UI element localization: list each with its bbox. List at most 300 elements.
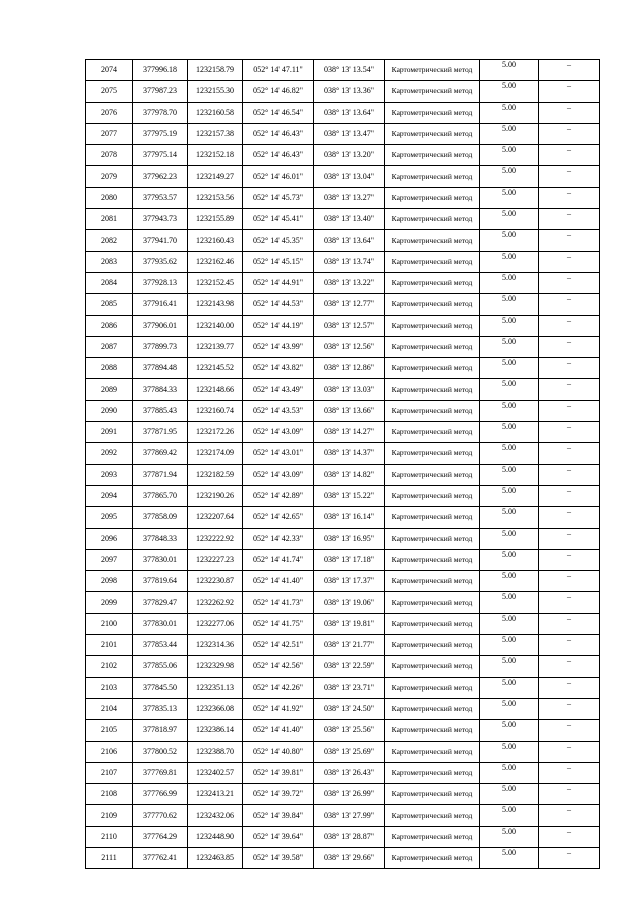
- point-number-cell: 2090: [86, 400, 133, 421]
- accuracy-cell: 5.00: [480, 315, 539, 336]
- accuracy-cell: 5.00: [480, 230, 539, 251]
- table-row: [86, 358, 600, 379]
- table-row: [86, 315, 600, 336]
- method-cell: Картометрический метод: [385, 805, 480, 826]
- point-number-cell: 2093: [86, 464, 133, 485]
- longitude-cell: 038° 13' 16.95": [314, 528, 385, 549]
- longitude-cell: 038° 13' 14.37": [314, 443, 385, 464]
- latitude-cell: 052° 14' 43.53": [243, 400, 314, 421]
- method-cell: Картометрический метод: [385, 847, 480, 868]
- longitude-cell: 038° 13' 26.43": [314, 762, 385, 783]
- point-number-cell: 2084: [86, 272, 133, 293]
- accuracy-cell: 5.00: [480, 592, 539, 613]
- note-cell: –: [539, 464, 600, 485]
- method-cell: Картометрический метод: [385, 422, 480, 443]
- accuracy-cell: 5.00: [480, 847, 539, 868]
- longitude-cell: 038° 13' 12.77": [314, 294, 385, 315]
- y-coordinate-cell: 1232143.98: [188, 294, 243, 315]
- x-coordinate-cell: 377884.33: [133, 379, 188, 400]
- latitude-cell: 052° 14' 45.41": [243, 209, 314, 230]
- latitude-cell: 052° 14' 43.09": [243, 464, 314, 485]
- method-cell: Картометрический метод: [385, 507, 480, 528]
- accuracy-cell: 5.00: [480, 549, 539, 570]
- latitude-cell: 052° 14' 39.84": [243, 805, 314, 826]
- method-cell: Картометрический метод: [385, 698, 480, 719]
- accuracy-cell: 5.00: [480, 805, 539, 826]
- method-cell: Картометрический метод: [385, 826, 480, 847]
- table-row: [86, 677, 600, 698]
- note-cell: –: [539, 741, 600, 762]
- x-coordinate-cell: 377916.41: [133, 294, 188, 315]
- x-coordinate-cell: 377835.13: [133, 698, 188, 719]
- accuracy-cell: 5.00: [480, 741, 539, 762]
- y-coordinate-cell: 1232448.90: [188, 826, 243, 847]
- method-cell: Картометрический метод: [385, 592, 480, 613]
- longitude-cell: 038° 13' 23.71": [314, 677, 385, 698]
- point-number-cell: 2110: [86, 826, 133, 847]
- longitude-cell: 038° 13' 13.04": [314, 166, 385, 187]
- note-cell: –: [539, 443, 600, 464]
- x-coordinate-cell: 377935.62: [133, 251, 188, 272]
- y-coordinate-cell: 1232230.87: [188, 571, 243, 592]
- latitude-cell: 052° 14' 42.56": [243, 656, 314, 677]
- note-cell: –: [539, 187, 600, 208]
- table-row: [86, 720, 600, 741]
- method-cell: Картометрический метод: [385, 784, 480, 805]
- y-coordinate-cell: 1232140.00: [188, 315, 243, 336]
- latitude-cell: 052° 14' 43.49": [243, 379, 314, 400]
- x-coordinate-cell: 377943.73: [133, 209, 188, 230]
- accuracy-cell: 5.00: [480, 209, 539, 230]
- longitude-cell: 038° 13' 28.87": [314, 826, 385, 847]
- y-coordinate-cell: 1232148.66: [188, 379, 243, 400]
- latitude-cell: 052° 14' 46.43": [243, 123, 314, 144]
- method-cell: Картометрический метод: [385, 528, 480, 549]
- point-number-cell: 2081: [86, 209, 133, 230]
- latitude-cell: 052° 14' 46.43": [243, 145, 314, 166]
- method-cell: Картометрический метод: [385, 464, 480, 485]
- latitude-cell: 052° 14' 42.33": [243, 528, 314, 549]
- y-coordinate-cell: 1232160.74: [188, 400, 243, 421]
- table-row: [86, 847, 600, 868]
- point-number-cell: 2092: [86, 443, 133, 464]
- method-cell: Картометрический метод: [385, 485, 480, 506]
- table-row: [86, 294, 600, 315]
- note-cell: –: [539, 294, 600, 315]
- table-row: [86, 507, 600, 528]
- method-cell: Картометрический метод: [385, 251, 480, 272]
- x-coordinate-cell: 377800.52: [133, 741, 188, 762]
- longitude-cell: 038° 13' 25.69": [314, 741, 385, 762]
- point-number-cell: 2086: [86, 315, 133, 336]
- point-number-cell: 2103: [86, 677, 133, 698]
- y-coordinate-cell: 1232277.06: [188, 613, 243, 634]
- longitude-cell: 038° 13' 13.64": [314, 230, 385, 251]
- y-coordinate-cell: 1232314.36: [188, 635, 243, 656]
- longitude-cell: 038° 13' 13.22": [314, 272, 385, 293]
- note-cell: –: [539, 677, 600, 698]
- method-cell: Картометрический метод: [385, 720, 480, 741]
- point-number-cell: 2096: [86, 528, 133, 549]
- method-cell: Картометрический метод: [385, 613, 480, 634]
- note-cell: –: [539, 784, 600, 805]
- table-row: [86, 549, 600, 570]
- accuracy-cell: 5.00: [480, 720, 539, 741]
- method-cell: Картометрический метод: [385, 741, 480, 762]
- table-row: [86, 443, 600, 464]
- table-row: [86, 400, 600, 421]
- table-row: [86, 656, 600, 677]
- table-row: [86, 826, 600, 847]
- table-row: [86, 187, 600, 208]
- longitude-cell: 038° 13' 13.03": [314, 379, 385, 400]
- y-coordinate-cell: 1232432.06: [188, 805, 243, 826]
- note-cell: –: [539, 400, 600, 421]
- latitude-cell: 052° 14' 42.65": [243, 507, 314, 528]
- accuracy-cell: 5.00: [480, 656, 539, 677]
- accuracy-cell: 5.00: [480, 251, 539, 272]
- x-coordinate-cell: 377770.62: [133, 805, 188, 826]
- x-coordinate-cell: 377865.70: [133, 485, 188, 506]
- point-number-cell: 2095: [86, 507, 133, 528]
- y-coordinate-cell: 1232145.52: [188, 358, 243, 379]
- accuracy-cell: 5.00: [480, 443, 539, 464]
- method-cell: Картометрический метод: [385, 294, 480, 315]
- longitude-cell: 038° 13' 15.22": [314, 485, 385, 506]
- note-cell: –: [539, 485, 600, 506]
- y-coordinate-cell: 1232222.92: [188, 528, 243, 549]
- note-cell: –: [539, 507, 600, 528]
- longitude-cell: 038° 13' 13.36": [314, 81, 385, 102]
- method-cell: Картометрический метод: [385, 400, 480, 421]
- y-coordinate-cell: 1232162.46: [188, 251, 243, 272]
- latitude-cell: 052° 14' 44.53": [243, 294, 314, 315]
- y-coordinate-cell: 1232153.56: [188, 187, 243, 208]
- accuracy-cell: 5.00: [480, 379, 539, 400]
- table-row: [86, 698, 600, 719]
- accuracy-cell: 5.00: [480, 166, 539, 187]
- accuracy-cell: 5.00: [480, 485, 539, 506]
- longitude-cell: 038° 13' 12.86": [314, 358, 385, 379]
- longitude-cell: 038° 13' 17.18": [314, 549, 385, 570]
- point-number-cell: 2099: [86, 592, 133, 613]
- coordinates-table-body: [86, 60, 600, 869]
- table-row: [86, 209, 600, 230]
- accuracy-cell: 5.00: [480, 336, 539, 357]
- latitude-cell: 052° 14' 43.09": [243, 422, 314, 443]
- note-cell: –: [539, 720, 600, 741]
- point-number-cell: 2080: [86, 187, 133, 208]
- table-row: [86, 613, 600, 634]
- accuracy-cell: 5.00: [480, 677, 539, 698]
- accuracy-cell: 5.00: [480, 528, 539, 549]
- point-number-cell: 2109: [86, 805, 133, 826]
- latitude-cell: 052° 14' 42.89": [243, 485, 314, 506]
- longitude-cell: 038° 13' 24.50": [314, 698, 385, 719]
- note-cell: –: [539, 358, 600, 379]
- accuracy-cell: 5.00: [480, 358, 539, 379]
- x-coordinate-cell: 377764.29: [133, 826, 188, 847]
- note-cell: –: [539, 336, 600, 357]
- x-coordinate-cell: 377848.33: [133, 528, 188, 549]
- latitude-cell: 052° 14' 39.81": [243, 762, 314, 783]
- accuracy-cell: 5.00: [480, 507, 539, 528]
- longitude-cell: 038° 13' 13.27": [314, 187, 385, 208]
- latitude-cell: 052° 14' 47.11": [243, 60, 314, 81]
- y-coordinate-cell: 1232386.14: [188, 720, 243, 741]
- method-cell: Картометрический метод: [385, 656, 480, 677]
- point-number-cell: 2089: [86, 379, 133, 400]
- x-coordinate-cell: 377953.57: [133, 187, 188, 208]
- y-coordinate-cell: 1232174.09: [188, 443, 243, 464]
- latitude-cell: 052° 14' 40.80": [243, 741, 314, 762]
- method-cell: Картометрический метод: [385, 635, 480, 656]
- point-number-cell: 2106: [86, 741, 133, 762]
- note-cell: –: [539, 166, 600, 187]
- y-coordinate-cell: 1232160.58: [188, 102, 243, 123]
- x-coordinate-cell: 377975.14: [133, 145, 188, 166]
- latitude-cell: 052° 14' 42.51": [243, 635, 314, 656]
- x-coordinate-cell: 377818.97: [133, 720, 188, 741]
- longitude-cell: 038° 13' 22.59": [314, 656, 385, 677]
- x-coordinate-cell: 377996.18: [133, 60, 188, 81]
- table-row: [86, 251, 600, 272]
- x-coordinate-cell: 377906.01: [133, 315, 188, 336]
- x-coordinate-cell: 377975.19: [133, 123, 188, 144]
- accuracy-cell: 5.00: [480, 635, 539, 656]
- note-cell: –: [539, 847, 600, 868]
- point-number-cell: 2100: [86, 613, 133, 634]
- latitude-cell: 052° 14' 44.91": [243, 272, 314, 293]
- x-coordinate-cell: 377871.95: [133, 422, 188, 443]
- x-coordinate-cell: 377830.01: [133, 549, 188, 570]
- table-row: [86, 422, 600, 443]
- method-cell: Картометрический метод: [385, 358, 480, 379]
- y-coordinate-cell: 1232157.38: [188, 123, 243, 144]
- x-coordinate-cell: 377766.99: [133, 784, 188, 805]
- table-row: [86, 123, 600, 144]
- latitude-cell: 052° 14' 46.82": [243, 81, 314, 102]
- y-coordinate-cell: 1232351.13: [188, 677, 243, 698]
- note-cell: –: [539, 81, 600, 102]
- x-coordinate-cell: 377819.64: [133, 571, 188, 592]
- x-coordinate-cell: 377987.23: [133, 81, 188, 102]
- x-coordinate-cell: 377928.13: [133, 272, 188, 293]
- latitude-cell: 052° 14' 41.74": [243, 549, 314, 570]
- x-coordinate-cell: 377853.44: [133, 635, 188, 656]
- longitude-cell: 038° 13' 14.82": [314, 464, 385, 485]
- method-cell: Картометрический метод: [385, 677, 480, 698]
- note-cell: –: [539, 272, 600, 293]
- note-cell: –: [539, 315, 600, 336]
- method-cell: Картометрический метод: [385, 762, 480, 783]
- x-coordinate-cell: 377845.50: [133, 677, 188, 698]
- x-coordinate-cell: 377762.41: [133, 847, 188, 868]
- table-row: [86, 166, 600, 187]
- longitude-cell: 038° 13' 13.66": [314, 400, 385, 421]
- longitude-cell: 038° 13' 13.47": [314, 123, 385, 144]
- y-coordinate-cell: 1232463.85: [188, 847, 243, 868]
- y-coordinate-cell: 1232155.30: [188, 81, 243, 102]
- method-cell: Картометрический метод: [385, 272, 480, 293]
- table-row: [86, 805, 600, 826]
- latitude-cell: 052° 14' 46.01": [243, 166, 314, 187]
- x-coordinate-cell: 377978.70: [133, 102, 188, 123]
- latitude-cell: 052° 14' 41.73": [243, 592, 314, 613]
- table-row: [86, 464, 600, 485]
- note-cell: –: [539, 571, 600, 592]
- table-row: [86, 102, 600, 123]
- y-coordinate-cell: 1232329.98: [188, 656, 243, 677]
- y-coordinate-cell: 1232190.26: [188, 485, 243, 506]
- y-coordinate-cell: 1232227.23: [188, 549, 243, 570]
- note-cell: –: [539, 60, 600, 81]
- note-cell: –: [539, 422, 600, 443]
- longitude-cell: 038° 13' 17.37": [314, 571, 385, 592]
- table-row: [86, 784, 600, 805]
- latitude-cell: 052° 14' 41.92": [243, 698, 314, 719]
- x-coordinate-cell: 377871.94: [133, 464, 188, 485]
- x-coordinate-cell: 377829.47: [133, 592, 188, 613]
- point-number-cell: 2087: [86, 336, 133, 357]
- method-cell: Картометрический метод: [385, 379, 480, 400]
- latitude-cell: 052° 14' 45.73": [243, 187, 314, 208]
- accuracy-cell: 5.00: [480, 464, 539, 485]
- point-number-cell: 2083: [86, 251, 133, 272]
- accuracy-cell: 5.00: [480, 81, 539, 102]
- method-cell: Картометрический метод: [385, 571, 480, 592]
- point-number-cell: 2082: [86, 230, 133, 251]
- latitude-cell: 052° 14' 46.54": [243, 102, 314, 123]
- method-cell: Картометрический метод: [385, 187, 480, 208]
- table-row: [86, 592, 600, 613]
- point-number-cell: 2107: [86, 762, 133, 783]
- longitude-cell: 038° 13' 25.56": [314, 720, 385, 741]
- longitude-cell: 038° 13' 19.06": [314, 592, 385, 613]
- y-coordinate-cell: 1232152.45: [188, 272, 243, 293]
- y-coordinate-cell: 1232152.18: [188, 145, 243, 166]
- note-cell: –: [539, 826, 600, 847]
- latitude-cell: 052° 14' 42.26": [243, 677, 314, 698]
- latitude-cell: 052° 14' 41.40": [243, 720, 314, 741]
- y-coordinate-cell: 1232207.64: [188, 507, 243, 528]
- note-cell: –: [539, 145, 600, 166]
- point-number-cell: 2076: [86, 102, 133, 123]
- y-coordinate-cell: 1232388.70: [188, 741, 243, 762]
- point-number-cell: 2088: [86, 358, 133, 379]
- latitude-cell: 052° 14' 43.01": [243, 443, 314, 464]
- note-cell: –: [539, 805, 600, 826]
- x-coordinate-cell: 377885.43: [133, 400, 188, 421]
- longitude-cell: 038° 13' 19.81": [314, 613, 385, 634]
- accuracy-cell: 5.00: [480, 571, 539, 592]
- accuracy-cell: 5.00: [480, 762, 539, 783]
- point-number-cell: 2104: [86, 698, 133, 719]
- longitude-cell: 038° 13' 13.54": [314, 60, 385, 81]
- note-cell: –: [539, 102, 600, 123]
- method-cell: Картометрический метод: [385, 81, 480, 102]
- y-coordinate-cell: 1232149.27: [188, 166, 243, 187]
- y-coordinate-cell: 1232155.89: [188, 209, 243, 230]
- y-coordinate-cell: 1232158.79: [188, 60, 243, 81]
- y-coordinate-cell: 1232182.59: [188, 464, 243, 485]
- table-row: [86, 762, 600, 783]
- x-coordinate-cell: 377941.70: [133, 230, 188, 251]
- y-coordinate-cell: 1232402.57: [188, 762, 243, 783]
- table-row: [86, 230, 600, 251]
- x-coordinate-cell: 377830.01: [133, 613, 188, 634]
- y-coordinate-cell: 1232366.08: [188, 698, 243, 719]
- method-cell: Картометрический метод: [385, 166, 480, 187]
- x-coordinate-cell: 377769.81: [133, 762, 188, 783]
- x-coordinate-cell: 377899.73: [133, 336, 188, 357]
- point-number-cell: 2105: [86, 720, 133, 741]
- note-cell: –: [539, 698, 600, 719]
- table-row: [86, 379, 600, 400]
- longitude-cell: 038° 13' 26.99": [314, 784, 385, 805]
- latitude-cell: 052° 14' 43.99": [243, 336, 314, 357]
- point-number-cell: 2111: [86, 847, 133, 868]
- point-number-cell: 2097: [86, 549, 133, 570]
- point-number-cell: 2075: [86, 81, 133, 102]
- method-cell: Картометрический метод: [385, 145, 480, 166]
- longitude-cell: 038° 13' 13.40": [314, 209, 385, 230]
- latitude-cell: 052° 14' 41.75": [243, 613, 314, 634]
- accuracy-cell: 5.00: [480, 698, 539, 719]
- y-coordinate-cell: 1232139.77: [188, 336, 243, 357]
- point-number-cell: 2074: [86, 60, 133, 81]
- point-number-cell: 2078: [86, 145, 133, 166]
- table-row: [86, 528, 600, 549]
- latitude-cell: 052° 14' 43.82": [243, 358, 314, 379]
- method-cell: Картометрический метод: [385, 60, 480, 81]
- method-cell: Картометрический метод: [385, 549, 480, 570]
- table-row: [86, 272, 600, 293]
- x-coordinate-cell: 377962.23: [133, 166, 188, 187]
- note-cell: –: [539, 762, 600, 783]
- accuracy-cell: 5.00: [480, 400, 539, 421]
- method-cell: Картометрический метод: [385, 336, 480, 357]
- note-cell: –: [539, 209, 600, 230]
- y-coordinate-cell: 1232160.43: [188, 230, 243, 251]
- latitude-cell: 052° 14' 39.58": [243, 847, 314, 868]
- accuracy-cell: 5.00: [480, 123, 539, 144]
- accuracy-cell: 5.00: [480, 294, 539, 315]
- method-cell: Картометрический метод: [385, 230, 480, 251]
- point-number-cell: 2077: [86, 123, 133, 144]
- x-coordinate-cell: 377869.42: [133, 443, 188, 464]
- longitude-cell: 038° 13' 21.77": [314, 635, 385, 656]
- table-row: [86, 485, 600, 506]
- method-cell: Картометрический метод: [385, 209, 480, 230]
- latitude-cell: 052° 14' 45.35": [243, 230, 314, 251]
- longitude-cell: 038° 13' 16.14": [314, 507, 385, 528]
- point-number-cell: 2102: [86, 656, 133, 677]
- table-row: [86, 635, 600, 656]
- coordinates-table: [85, 59, 600, 869]
- latitude-cell: 052° 14' 39.64": [243, 826, 314, 847]
- table-row: [86, 336, 600, 357]
- point-number-cell: 2098: [86, 571, 133, 592]
- note-cell: –: [539, 549, 600, 570]
- accuracy-cell: 5.00: [480, 187, 539, 208]
- point-number-cell: 2094: [86, 485, 133, 506]
- method-cell: Картометрический метод: [385, 102, 480, 123]
- y-coordinate-cell: 1232262.92: [188, 592, 243, 613]
- table-row: [86, 741, 600, 762]
- longitude-cell: 038° 13' 13.20": [314, 145, 385, 166]
- longitude-cell: 038° 13' 29.66": [314, 847, 385, 868]
